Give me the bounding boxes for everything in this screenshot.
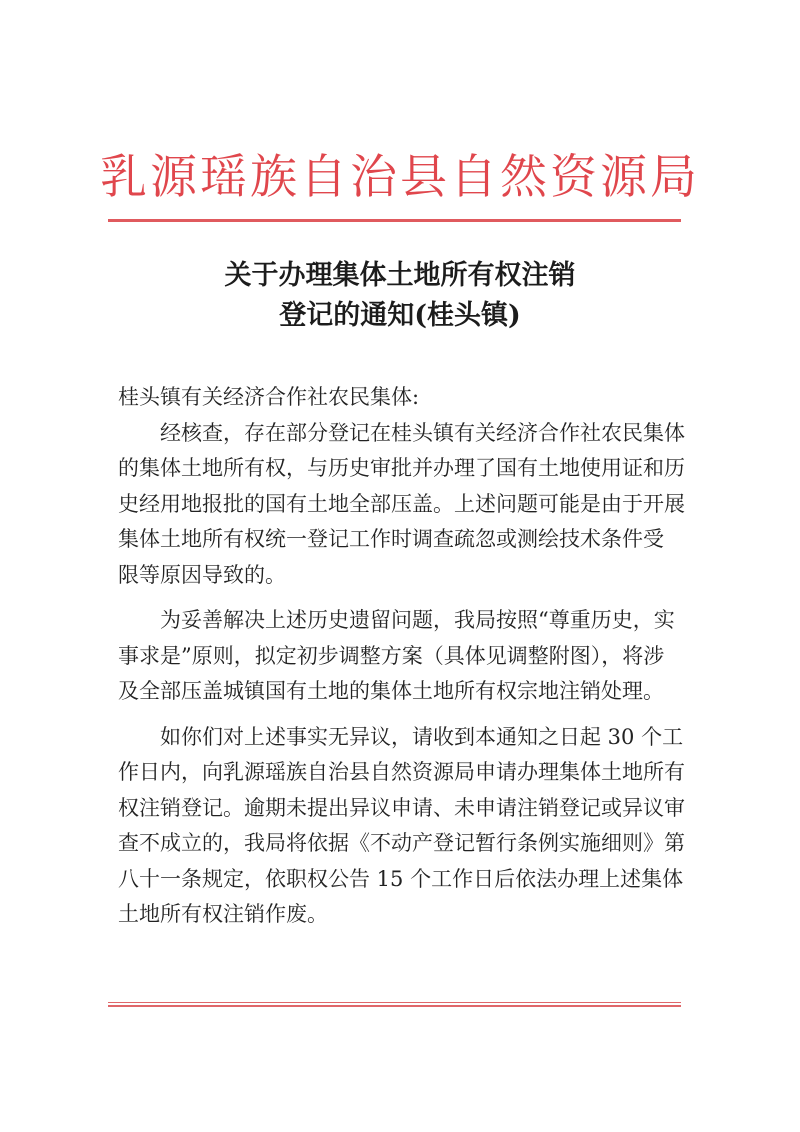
document-title bbox=[0, 256, 800, 336]
paragraph-line: 查不成立的，我局将依据《不动产登记暂行条例实施细则》第 bbox=[118, 831, 685, 855]
paragraph-1 bbox=[118, 416, 688, 594]
paragraph-line: 作日内，向乳源瑶族自治县自然资源局申请办理集体土地所有 bbox=[118, 760, 685, 784]
paragraph-line: 史经用地报批的国有土地全部压盖。上述问题可能是由于开展 bbox=[118, 491, 685, 516]
paragraph-line: 土地所有权注销作废。 bbox=[118, 902, 328, 926]
paragraph-line: 如你们对上述事实无异议，请收到本通知之日起 30 个工 bbox=[160, 724, 684, 749]
paragraph-line: 权注销登记。逾期未提出异议申请、未申请注销登记或异议审 bbox=[118, 795, 685, 820]
document-body bbox=[118, 380, 688, 933]
addressee: 桂头镇有关经济合作社农民集体: bbox=[118, 385, 420, 409]
paragraph-3 bbox=[118, 720, 688, 933]
footer-rule-thin bbox=[108, 1002, 681, 1003]
paragraph-line: 事求是”原则，拟定初步调整方案（具体见调整附图），将涉 bbox=[118, 643, 665, 668]
footer-red-rule bbox=[108, 1002, 681, 1007]
paragraph-line: 及全部压盖城镇国有土地的集体土地所有权宗地注销处理。 bbox=[118, 679, 664, 703]
document-title-line-2: 登记的通知(桂头镇) bbox=[279, 300, 521, 331]
paragraph-line: 八十一条规定，依职权公告 15 个工作日后依法办理上述集体 bbox=[118, 866, 684, 891]
paragraph-line: 为妥善解决上述历史遗留问题，我局按照“尊重历史，实 bbox=[160, 608, 675, 632]
paragraph-2 bbox=[118, 603, 688, 710]
letterhead-red-rule bbox=[108, 219, 681, 222]
footer-rule-thick bbox=[108, 1005, 681, 1007]
agency-letterhead: 乳源瑶族自治县自然资源局 bbox=[100, 150, 700, 205]
paragraph-line: 集体土地所有权统一登记工作时调查疏忽或测绘技术条件受 bbox=[118, 527, 664, 551]
paragraph-line: 限等原因导致的。 bbox=[118, 562, 286, 587]
paragraph-line: 经核查，存在部分登记在桂头镇有关经济合作社农民集体 bbox=[160, 420, 685, 445]
paragraph-line: 的集体土地所有权，与历史审批并办理了国有土地使用证和历 bbox=[118, 456, 685, 480]
document-title-line-1: 关于办理集体土地所有权注销 bbox=[224, 260, 576, 291]
